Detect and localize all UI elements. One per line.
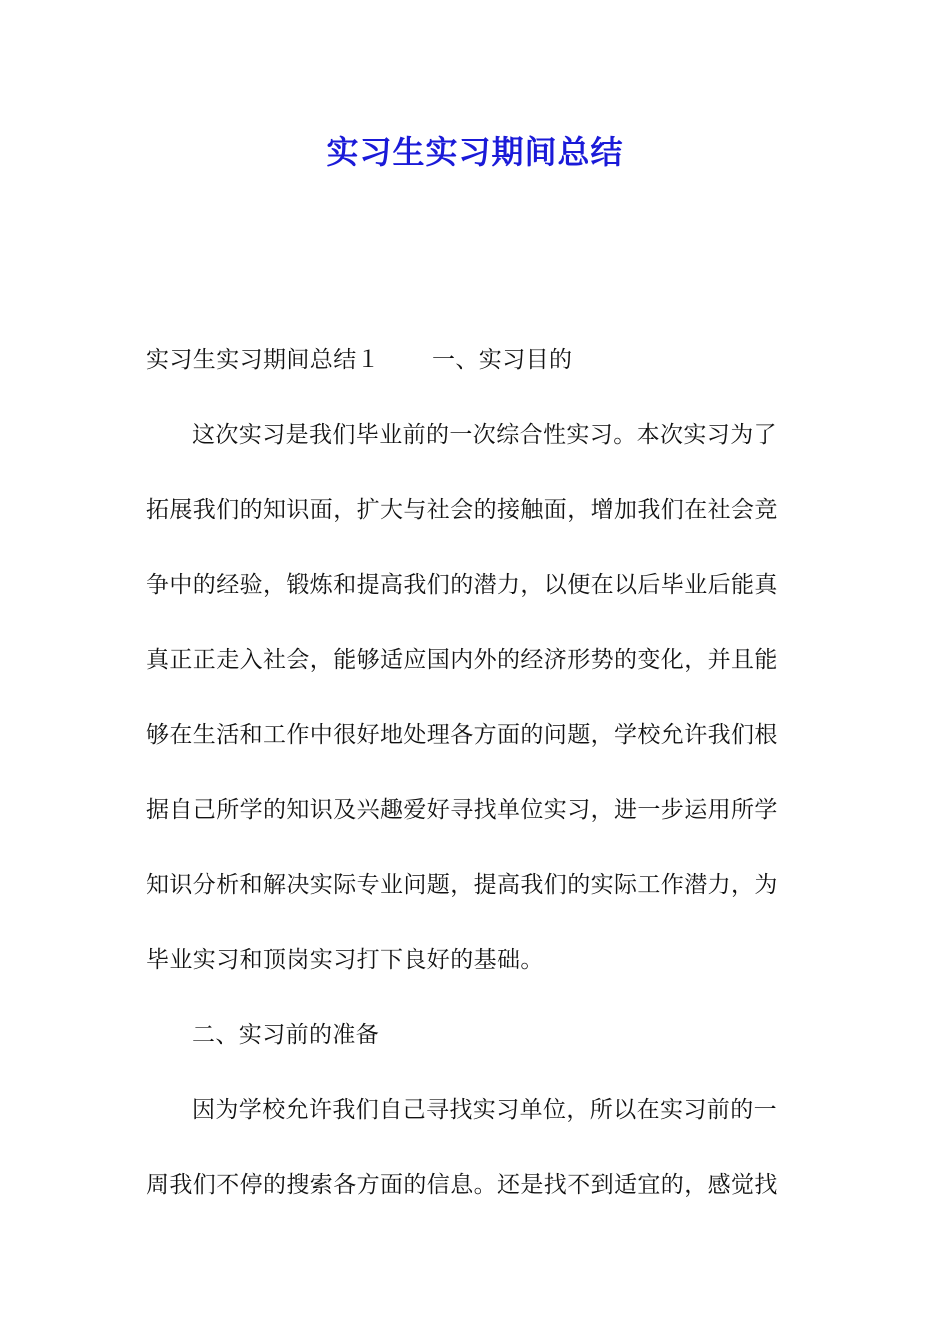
paragraph-line: 真正正走入社会，能够适应国内外的经济形势的变化，并且能: [146, 647, 778, 673]
section-one-heading: 一、实习目的: [432, 347, 573, 373]
paragraph-line: 争中的经验，锻炼和提高我们的潜力，以便在以后毕业后能真: [146, 572, 778, 598]
paragraph-line: 毕业实习和顶岗实习打下良好的基础。: [146, 947, 544, 973]
section-heading-line: [146, 342, 816, 378]
paragraph-line: 够在生活和工作中很好地处理各方面的问题，学校允许我们根: [146, 722, 778, 748]
summary-heading: 实习生实习期间总结１: [146, 347, 380, 373]
paragraph-line: 这次实习是我们毕业前的一次综合性实习。本次实习为了: [192, 422, 777, 448]
paragraph-line: 据自己所学的知识及兴趣爱好寻找单位实习，进一步运用所学: [146, 797, 778, 823]
paragraph-line: 拓展我们的知识面，扩大与社会的接触面，增加我们在社会竞: [146, 497, 778, 523]
paragraph-line: 周我们不停的搜索各方面的信息。还是找不到适宜的，感觉找: [146, 1172, 778, 1198]
section-two-heading: 二、实习前的准备: [192, 1022, 380, 1048]
document-title: 实习生实习期间总结: [326, 133, 624, 171]
paragraph-line: 因为学校允许我们自己寻找实习单位，所以在实习前的一: [192, 1097, 777, 1123]
paragraph-line: 知识分析和解决实际专业问题，提高我们的实际工作潜力，为: [146, 872, 778, 898]
